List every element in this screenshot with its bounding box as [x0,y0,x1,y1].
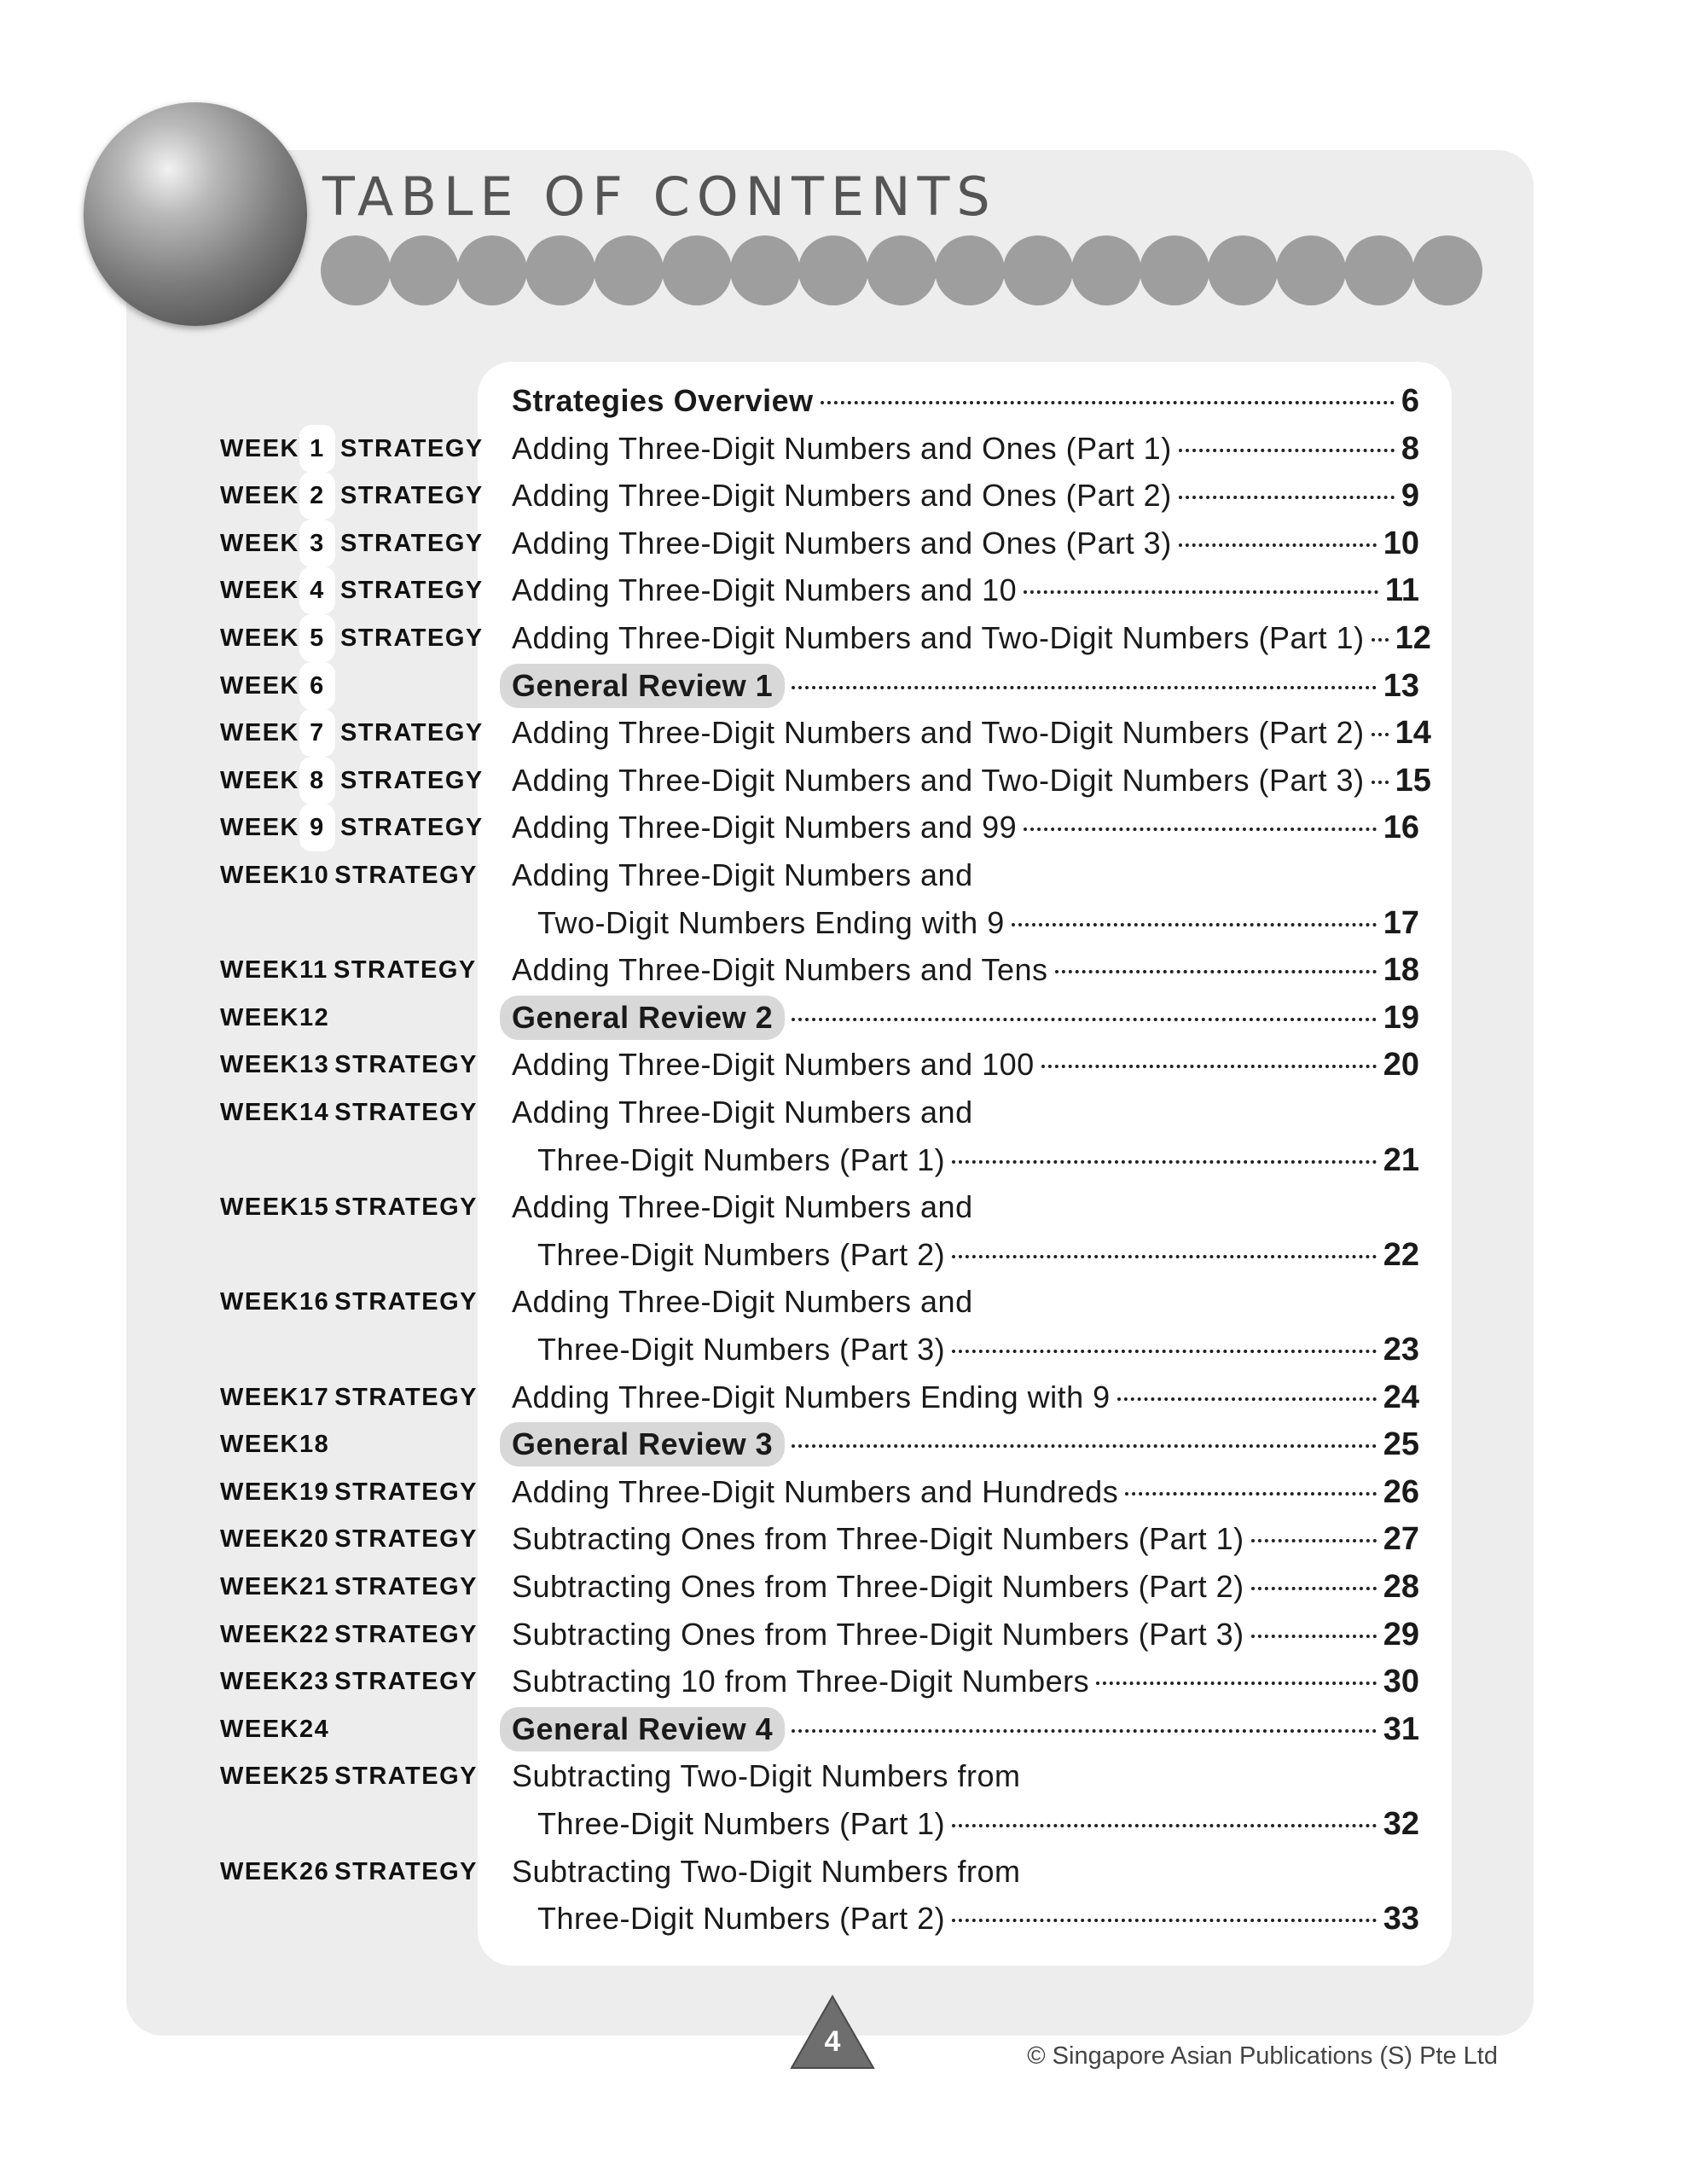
week-word: WEEK [220,1857,299,1885]
week-number: 21 [299,1573,330,1600]
toc-entry[interactable] [0,1895,1682,1943]
toc-entry-line[interactable] [512,377,1419,425]
entry-title: Adding Three-Digit Numbers and [512,1284,973,1320]
page-ref: 18 [1383,952,1419,989]
week-number: 19 [299,1478,330,1506]
toc-entry[interactable] [0,1468,1682,1516]
week-number: 11 [299,956,328,985]
toc-entry[interactable] [0,1800,1682,1848]
strategy-tag: STRATEGY [340,624,484,652]
page-ref: 10 [1383,525,1419,561]
page-ref: 9 [1401,478,1419,514]
toc-entry-line[interactable] [512,709,1431,757]
page-ref: 24 [1383,1379,1419,1415]
strategy-tag: STRATEGY [334,1573,478,1600]
toc-entry[interactable] [0,994,1682,1042]
strategy-tag: STRATEGY [334,1288,478,1316]
page-ref: 27 [1383,1521,1419,1558]
dot-leader [1012,923,1377,926]
page-ref: 6 [1401,383,1419,419]
entry-title: Two-Digit Numbers Ending with 9 [537,904,1005,940]
week-word: WEEK [220,1194,299,1222]
dot-leader [952,1824,1377,1827]
page-ref: 31 [1383,1711,1419,1747]
toc-entry-line[interactable] [512,425,1419,473]
toc-entry-line[interactable] [537,1800,1419,1848]
week-word: WEEK [220,1003,299,1031]
toc-entry-line[interactable] [537,899,1419,947]
week-word: WEEK [220,1051,299,1079]
toc-entry[interactable] [0,1515,1682,1563]
dot-leader [1096,1682,1377,1685]
week-word: WEEK [220,434,299,462]
dot-leader [1179,496,1395,499]
toc-entry-line[interactable] [512,614,1431,662]
entry-title: Strategies Overview [512,383,814,418]
strategy-tag: STRATEGY [334,1478,478,1506]
entry-title: Subtracting Two-Digit Numbers from [512,1853,1021,1889]
dot-leader [1024,590,1378,594]
toc-entry-line[interactable] [512,1468,1419,1516]
week-word: WEEK [220,1288,299,1316]
toc-entry-line[interactable] [512,1420,1419,1468]
strategy-tag: STRATEGY [334,1383,478,1411]
page-ref: 17 [1383,904,1419,941]
page-ref: 11 [1384,572,1419,609]
toc-entry[interactable] [0,1752,1682,1800]
week-number: 26 [299,1857,330,1885]
entry-title: Adding Three-Digit Numbers and Ones (Part 2) [512,478,1172,514]
week-word: WEEK [220,814,299,842]
toc-entry-line[interactable] [537,1136,1419,1184]
toc-entry-line[interactable] [512,1183,1419,1231]
week-word: WEEK [220,766,299,794]
toc-entry[interactable] [0,1658,1682,1705]
toc-entry-line[interactable] [512,1848,1419,1896]
toc-entry-line[interactable] [512,1752,1419,1800]
toc-entry[interactable] [0,425,1682,473]
dot-leader [792,1729,1377,1733]
toc-entry[interactable] [0,946,1682,994]
toc-entry-line[interactable] [512,1089,1419,1136]
strategy-tag: STRATEGY [334,1525,478,1554]
week-word: WEEK [220,1763,299,1791]
toc-entry[interactable] [0,1611,1682,1658]
dot-leader [952,1919,1377,1922]
week-number: 14 [299,1099,330,1126]
week-number: 6 [299,662,335,710]
entry-title: Adding Three-Digit Numbers and Two-Digit Numbers (Part 3) [512,762,1365,798]
toc-entry-line[interactable] [537,1231,1419,1279]
page-ref: 22 [1383,1236,1419,1273]
dot-leader [1055,970,1377,973]
strategy-tag: STRATEGY [340,434,484,462]
toc-entry[interactable] [0,804,1682,851]
page-ref: 29 [1383,1616,1419,1653]
entry-title: Three-Digit Numbers (Part 2) [537,1236,946,1272]
toc-entry-line[interactable] [512,1563,1419,1611]
entry-title: Subtracting Ones from Three-Digit Numbers (Part 2) [512,1569,1244,1604]
entry-title: Subtracting Ones from Three-Digit Numbers (Part 3) [512,1616,1244,1652]
week-number: 1 [299,425,335,473]
strategy-tag: STRATEGY [334,1194,478,1222]
toc-entry[interactable] [0,851,1682,899]
entry-title: Adding Three-Digit Numbers and [512,857,973,892]
entry-title: Adding Three-Digit Numbers and Ones (Part 1) [512,430,1172,466]
week-word: WEEK [220,1431,299,1459]
page-ref: 13 [1383,667,1419,704]
week-word: WEEK [220,529,299,557]
week-number: 5 [299,614,335,662]
entry-title: Adding Three-Digit Numbers and Hundreds [512,1473,1119,1509]
week-word: WEEK [220,1478,299,1506]
toc-entry-line[interactable] [512,994,1419,1042]
strategy-tag: STRATEGY [334,956,477,985]
toc-entry-line[interactable] [537,1326,1419,1374]
dot-leader [821,401,1395,404]
toc-entry[interactable] [0,1563,1682,1611]
week-number: 18 [299,1431,330,1459]
strategy-tag: STRATEGY [334,1668,478,1696]
week-word: WEEK [220,482,299,510]
toc-entry-line[interactable] [512,1374,1419,1421]
toc-entry[interactable] [0,1041,1682,1089]
entry-title: Three-Digit Numbers (Part 1) [537,1806,946,1841]
toc-entry-line[interactable] [512,662,1419,710]
week-number: 2 [299,472,335,520]
entry-title: Adding Three-Digit Numbers and 10 [512,572,1018,608]
page-ref: 25 [1383,1426,1419,1463]
week-number: 8 [299,757,335,804]
dot-leader [1372,638,1389,642]
week-word: WEEK [220,1383,299,1411]
week-word: WEEK [220,862,299,889]
toc-entry[interactable] [0,472,1682,520]
toc-entry[interactable] [0,377,1682,425]
entry-title: Three-Digit Numbers (Part 2) [537,1901,946,1937]
entry-title: Three-Digit Numbers (Part 1) [537,1141,946,1177]
entry-title: Adding Three-Digit Numbers and Two-Digit Numbers (Part 1) [512,620,1365,655]
dot-leader [952,1255,1377,1258]
page-ref: 32 [1383,1806,1419,1842]
toc-entry-line[interactable] [512,1705,1419,1753]
entry-title: Three-Digit Numbers (Part 3) [537,1332,946,1367]
entry-title: Adding Three-Digit Numbers and Ones (Part 3) [512,525,1172,561]
copyright-notice: © Singapore Asian Publications (S) Pte Ltd [1027,2042,1498,2070]
strategy-tag: STRATEGY [334,1857,478,1885]
week-word: WEEK [220,1715,299,1743]
week-number: 25 [299,1763,330,1791]
strategy-tag: STRATEGY [340,482,484,510]
week-word: WEEK [220,956,299,985]
page-ref: 33 [1383,1901,1419,1937]
toc-entry[interactable] [0,1326,1682,1374]
entry-title: Subtracting Two-Digit Numbers from [512,1758,1021,1794]
week-number: 16 [299,1288,330,1316]
week-number: 22 [299,1620,330,1648]
toc-entry-line[interactable] [512,1611,1419,1658]
page-ref: 30 [1383,1664,1419,1700]
week-number: 24 [299,1715,330,1743]
dot-leader [792,1444,1377,1448]
page-title: TABLE OF CONTENTS [322,166,997,228]
dot-leader [1251,1635,1377,1638]
week-word: WEEK [220,1099,299,1126]
page-ref: 8 [1401,430,1419,467]
toc-entry[interactable] [0,1278,1682,1326]
strategy-tag: STRATEGY [334,862,478,889]
entry-title: Adding Three-Digit Numbers and 100 [512,1047,1035,1083]
week-word: WEEK [220,624,299,652]
week-word: WEEK [220,1668,299,1696]
entry-title: Adding Three-Digit Numbers and 99 [512,810,1018,845]
page-ref: 12 [1395,620,1431,656]
toc-entry[interactable] [0,520,1682,567]
entry-title: Adding Three-Digit Numbers and Tens [512,952,1048,988]
toc-entry-line[interactable] [512,1041,1419,1089]
toc-entry[interactable] [0,899,1682,947]
dot-leader [1024,828,1377,831]
page-ref: 28 [1383,1569,1419,1605]
toc-entry[interactable] [0,1420,1682,1468]
toc-entry-line[interactable] [512,851,1419,899]
dot-leader [1179,543,1377,547]
entry-title: Adding Three-Digit Numbers and Two-Digit Numbers (Part 2) [512,715,1365,751]
entry-title: General Review 4 [500,1707,785,1751]
page-ref: 19 [1383,999,1419,1036]
strategy-tag: STRATEGY [340,814,484,842]
week-number: 3 [299,520,335,567]
strategy-tag: STRATEGY [340,529,484,557]
dot-leader [1041,1065,1377,1068]
toc-entry-line[interactable] [512,472,1419,520]
entry-title: Subtracting Ones from Three-Digit Numbers (Part 1) [512,1521,1244,1557]
toc-entry[interactable] [0,757,1682,804]
toc-entry-line[interactable] [512,1278,1419,1326]
dot-leader [1117,1397,1377,1401]
strategy-tag: STRATEGY [340,766,484,794]
week-number: 12 [299,1003,330,1031]
toc-entry[interactable] [0,614,1682,662]
toc-entry-line[interactable] [512,946,1419,994]
page-ref: 16 [1383,810,1419,846]
dot-leader [792,1018,1377,1021]
toc-entry-line[interactable] [512,1658,1419,1705]
entry-title: General Review 1 [500,664,785,708]
week-number: 17 [299,1383,330,1411]
dot-leader [1179,449,1395,452]
week-number: 10 [299,862,330,889]
toc-entry-line[interactable] [512,1515,1419,1563]
page-ref: 15 [1395,762,1431,799]
toc-entry[interactable] [0,1374,1682,1421]
page-ref: 26 [1383,1473,1419,1510]
toc-entry[interactable] [0,1848,1682,1896]
toc-entry[interactable] [0,662,1682,710]
entry-title: Adding Three-Digit Numbers Ending with 9 [512,1379,1111,1414]
toc-entry-line[interactable] [512,804,1419,851]
week-number: 9 [299,804,335,851]
toc-entry-line[interactable] [512,757,1431,804]
toc-entry[interactable] [0,1136,1682,1184]
toc-entry[interactable] [0,566,1682,614]
week-word: WEEK [220,577,299,605]
strategy-tag: STRATEGY [334,1051,478,1079]
toc-entry[interactable] [0,1705,1682,1753]
week-number: 7 [299,709,335,757]
dot-leader [1372,781,1389,784]
entry-title: Adding Three-Digit Numbers and [512,1095,973,1130]
dot-leader [1251,1587,1377,1590]
dot-leader [952,1350,1377,1353]
toc-entry[interactable] [0,1089,1682,1136]
dot-leader [1251,1539,1377,1542]
strategy-tag: STRATEGY [334,1763,478,1791]
toc-entry-line[interactable] [537,1895,1419,1943]
week-word: WEEK [220,1525,299,1554]
entry-title: General Review 2 [500,996,785,1040]
dot-leader [792,686,1377,689]
toc-entry-line[interactable] [512,520,1419,567]
toc-entry[interactable] [0,1231,1682,1279]
strategy-tag: STRATEGY [334,1620,478,1648]
toc-entry-line[interactable] [512,566,1419,614]
dot-leader [1125,1492,1377,1496]
week-word: WEEK [220,671,299,700]
toc-entry[interactable] [0,1183,1682,1231]
strategy-tag: STRATEGY [340,719,484,747]
week-word: WEEK [220,719,299,747]
strategy-tag: STRATEGY [340,577,484,605]
strategy-tag: STRATEGY [334,1099,478,1126]
week-word: WEEK [220,1620,299,1648]
week-word: WEEK [220,1573,299,1600]
entry-title: Adding Three-Digit Numbers and [512,1189,973,1225]
entry-title: Subtracting 10 from Three-Digit Numbers [512,1664,1090,1699]
week-number: 15 [299,1194,330,1222]
page-ref: 23 [1383,1332,1419,1368]
dot-leader [1372,733,1389,736]
week-number: 23 [299,1668,330,1696]
week-number: 4 [299,566,335,614]
page-number: 4 [824,2025,841,2058]
page-ref: 21 [1383,1141,1419,1178]
dot-leader [952,1160,1377,1164]
entry-title: General Review 3 [500,1422,785,1467]
week-number: 20 [299,1525,330,1554]
page-ref: 20 [1383,1047,1419,1083]
toc-entry[interactable] [0,709,1682,757]
page-ref: 14 [1395,715,1431,752]
week-number: 13 [299,1051,330,1079]
